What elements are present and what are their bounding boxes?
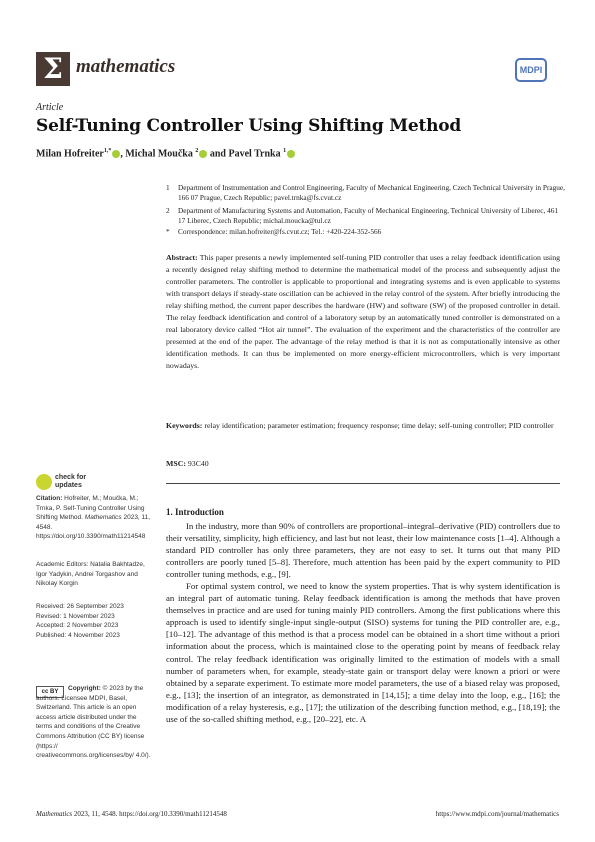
affiliation-2 <box>166 206 566 226</box>
keywords <box>166 420 560 432</box>
intro-paragraph-1: In the industry, more than 90% of controllers are proportional–integral–derivative (PID) controllers due to their versatility, simplicity, high efficiency, and last but not least, their low maintenance costs [1–4]. Although a standard PID controller has only three parameters, they are not easy to set. It turns out that many PID controllers are poorly tuned [5–8]. Therefore, much attention has been paid by the expert community to PID controller tuning methods, e.g., [9]. <box>166 521 560 580</box>
journal-logo-icon: Σ <box>36 52 70 86</box>
academic-editors: Academic Editors: Natalia Bakhtadze, Igor Yadykin, Andrei Torgashov and Nikolay Korgin <box>36 561 145 588</box>
check-for-updates-icon[interactable] <box>36 474 52 490</box>
author-name: Milan Hofreiter <box>36 148 104 160</box>
affiliation-text: Department of Instrumentation and Control Engineering, Faculty of Mechanical Engineering, Czech Technical University in Prague, 166 07 Prague, Czech Republic; pavel.trnka@fs.cvut.cz <box>178 183 565 202</box>
msc <box>166 458 560 470</box>
cc-license-icon[interactable]: cc BY <box>36 686 64 698</box>
copyright-text: © 2023 by the authors. Licensee MDPI, Basel, Switzerland. This article is an open access article distributed under the terms and conditions of the Creative Commons Attribution (CC BY) license (https:// creativecommons.org/licenses/by/ 4.0/). <box>36 685 151 760</box>
abstract-text: This paper presents a newly implemented self-tuning PID controller that uses a relay feedback identification using a recently designed relay shifting method to determine the mathematical model of the process and subsequently adjust the controller parameters. The controller is applicable to proportional and integrating systems and is even applicable to systems with transport delays if steady-state oscillation can be achieved in the relay control of the system. After briefly introducing the relay shifting method, the current paper describes the hardware (HW) and software (SW) of the proposed controller in detail. The relay feedback identification and control of a laboratory setup by an automatically tuned controller is demonstrated on a real laboratory device called “Hot air tunnel”. The evaluation of the experiment and the characteristics of the controller are presented at the end of the paper. The advantage of the relay method is that it is not as computationally intensive as other identification methods. It can thus be implemented on more energy-efficient microcontrollers, which is very important nowadays. <box>166 253 560 371</box>
mdpi-logo: MDPI <box>515 58 547 82</box>
footer-citation <box>36 810 227 818</box>
article-type: Article <box>36 102 64 113</box>
affiliation-mark: 2 <box>166 206 170 215</box>
author-affiliation-mark: 1 <box>283 148 287 154</box>
check-for-updates-line1: check for <box>55 474 87 481</box>
author-separator: and <box>207 148 229 160</box>
author-affiliation-mark: 2 <box>195 148 199 154</box>
footer-doi-link[interactable]: 2023, 11, 4548. https://doi.org/10.3390/math11214548 <box>72 810 227 818</box>
citation-journal: Mathematics <box>84 514 122 522</box>
section-divider <box>166 483 560 484</box>
author-separator: , <box>120 148 126 160</box>
affiliation-text: Department of Manufacturing Systems and Automation, Faculty of Mechanical Engineering, Technical University of Liberec, 461 17 Liberec, Czech Republic; michal.moucka@tul.cz <box>178 206 559 225</box>
section-heading: 1. Introduction <box>166 507 224 517</box>
accepted-date: Accepted: 2 November 2023 <box>36 622 119 630</box>
msc-text: 93C40 <box>187 459 209 468</box>
correspondence <box>166 227 566 237</box>
revised-date: Revised: 1 November 2023 <box>36 612 115 620</box>
footer-journal-link[interactable]: https://www.mdpi.com/journal/mathematics <box>435 810 559 818</box>
author-affiliation-mark: 1,* <box>103 148 112 154</box>
copyright <box>36 684 154 761</box>
orcid-icon[interactable] <box>287 150 295 158</box>
footer-journal: Mathematics <box>36 810 73 818</box>
keywords-label: Keywords: <box>166 421 203 430</box>
dates <box>36 602 154 640</box>
citation-label: Citation: <box>36 495 63 502</box>
citation <box>36 494 154 542</box>
check-for-updates-label[interactable] <box>55 474 86 490</box>
journal-name: mathematics <box>76 56 176 77</box>
author-name: Michal Moučka <box>125 148 193 160</box>
affiliation-mark: 1 <box>166 183 170 192</box>
intro-body <box>166 520 560 725</box>
correspondence-text: Correspondence: milan.hofreiter@fs.cvut.cz; Tel.: +420-224-352-566 <box>178 227 382 236</box>
author-name: Pavel Trnka <box>228 148 281 160</box>
author-list <box>36 148 295 159</box>
affiliation-mark: * <box>166 227 170 236</box>
keywords-text: relay identification; parameter estimation; frequency response; time delay; self-tuning controller; PID controller <box>204 421 554 430</box>
citation-doi-link[interactable]: 2023, 11, 4548. https://doi.org/10.3390/math11214548 <box>36 514 151 541</box>
received-date: Received: 26 September 2023 <box>36 603 124 610</box>
published-date: Published: 4 November 2023 <box>36 631 120 639</box>
intro-paragraph-2: For optimal system control, we need to know the system properties. That is why system identification is an integral part of automatic tuning. Relay feedback identification is among the methods that have proven themselves in practice and are used for tuning mainly PID controllers. Among the first publications where this approach is used to identify single-input single-output (SISO) systems for tuning the PID controller are, e.g., [10–12]. The advantage of this method is that a process model can be obtained in a short time without a priori information about the process, which is maintained close to the operating point by means of feedback relay control. The relay feedback identification was originally limited to the estimation of models with a small number of parameters when, for example, steady-state gain or transport delay were known a priori or were obtained by a separate experiment. To estimate more model parameters, the use of a biased relay was proposed, e.g., [13]; the insertion of an integrator, as demonstrated in [14,15]; a time delay into the loop, e.g., [16]; the modification of a relay hysteresis, e.g., [17]; the utilization of the describing function method, e.g., [18,19]; the use of the so-called shifting method, e.g., [20–22], etc. A <box>166 581 560 724</box>
copyright-label: Copyright: <box>68 685 101 692</box>
citation-text: Hofreiter, M.; Moučka, M.; Trnka, P. Self-Tuning Controller Using Shifting Method. <box>36 495 145 522</box>
affiliation-1 <box>166 183 566 203</box>
abstract-label: Abstract: <box>166 253 198 262</box>
check-for-updates-line2: updates <box>55 482 82 489</box>
abstract <box>166 252 560 372</box>
msc-label: MSC: <box>166 459 186 468</box>
page-title: Self-Tuning Controller Using Shifting Method <box>36 116 462 136</box>
